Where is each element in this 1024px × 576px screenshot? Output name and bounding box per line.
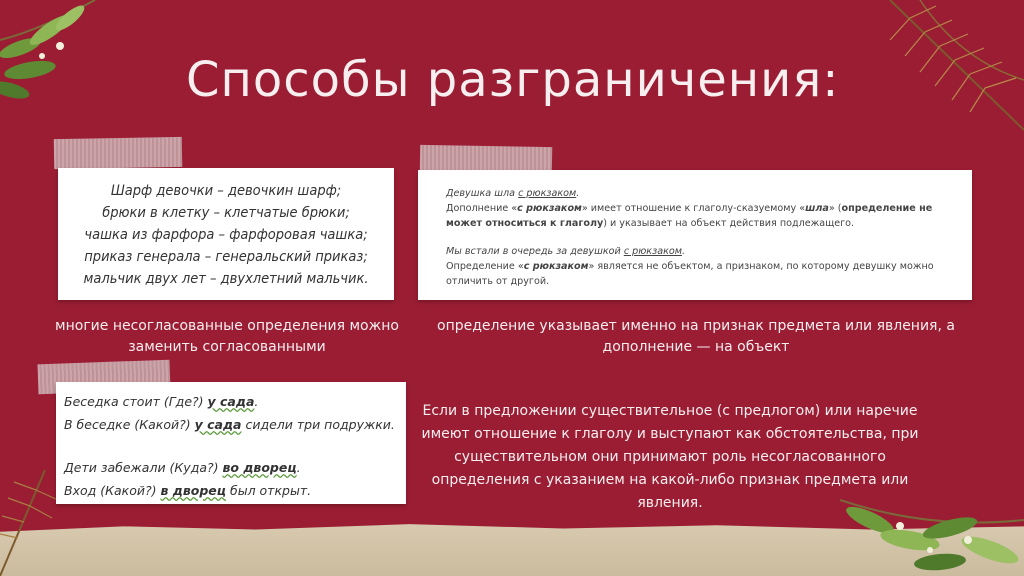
example-line: чашка из фарфора – фарфоровая чашка; <box>84 227 368 243</box>
caption-object: определение указывает именно на признак предмета или явления, а дополнение — на объект <box>437 318 955 355</box>
example-line: Вход (Какой?) в дворец был открыт. <box>64 483 312 498</box>
fern-decoration-top-right <box>880 0 1024 140</box>
example-line: Шарф девочки – девочкин шарф; <box>110 183 342 199</box>
example-card-agreement <box>58 168 394 300</box>
example-line: брюки в клетку – клетчатые брюки; <box>102 205 350 221</box>
example-line: приказ генерала – генеральский приказ; <box>84 249 368 265</box>
explanation-paragraph: Дополнение «с рюкзаком» имеет отношение к глаголу-сказуемому «шла» (определение не может относиться к глаголу) и указывает на объект действия подлежащего. <box>446 203 933 229</box>
example-line: Беседка стоит (Где?) у сада. <box>64 394 259 409</box>
example-card-adverbial <box>56 382 406 504</box>
explanation-paragraph: Определение «с рюкзаком» является не объектом, а признаком, по которому девушку можно отличить от другой. <box>446 261 934 287</box>
example-line: мальчик двух лет – двухлетний мальчик. <box>83 271 369 287</box>
example-sentence: Девушка шла с рюкзаком. <box>446 188 580 199</box>
caption-agreement: многие несогласованные определения можно заменить согласованными <box>55 318 399 355</box>
tape-decoration <box>54 137 183 169</box>
fern-decoration-bottom-left <box>0 470 60 576</box>
example-sentence: Мы встали в очередь за девушкой с рюкзаком. <box>446 246 686 257</box>
example-card-object <box>418 170 972 300</box>
example-line: В беседке (Какой?) у сада сидели три подружки. <box>64 417 395 432</box>
example-line: Дети забежали (Куда?) во дворец. <box>64 460 301 475</box>
caption-adverbial: Если в предложении существительное (с предлогом) или наречие имеют отношение к глаголу и выступают как обстоятельства, при существительном они принимают роль несогласованного определения с указанием на какой-либо признак предмета или явления. <box>421 403 919 511</box>
leaf-decoration-top-left <box>0 0 130 110</box>
slide-title: Способы разграничения: <box>186 52 840 108</box>
